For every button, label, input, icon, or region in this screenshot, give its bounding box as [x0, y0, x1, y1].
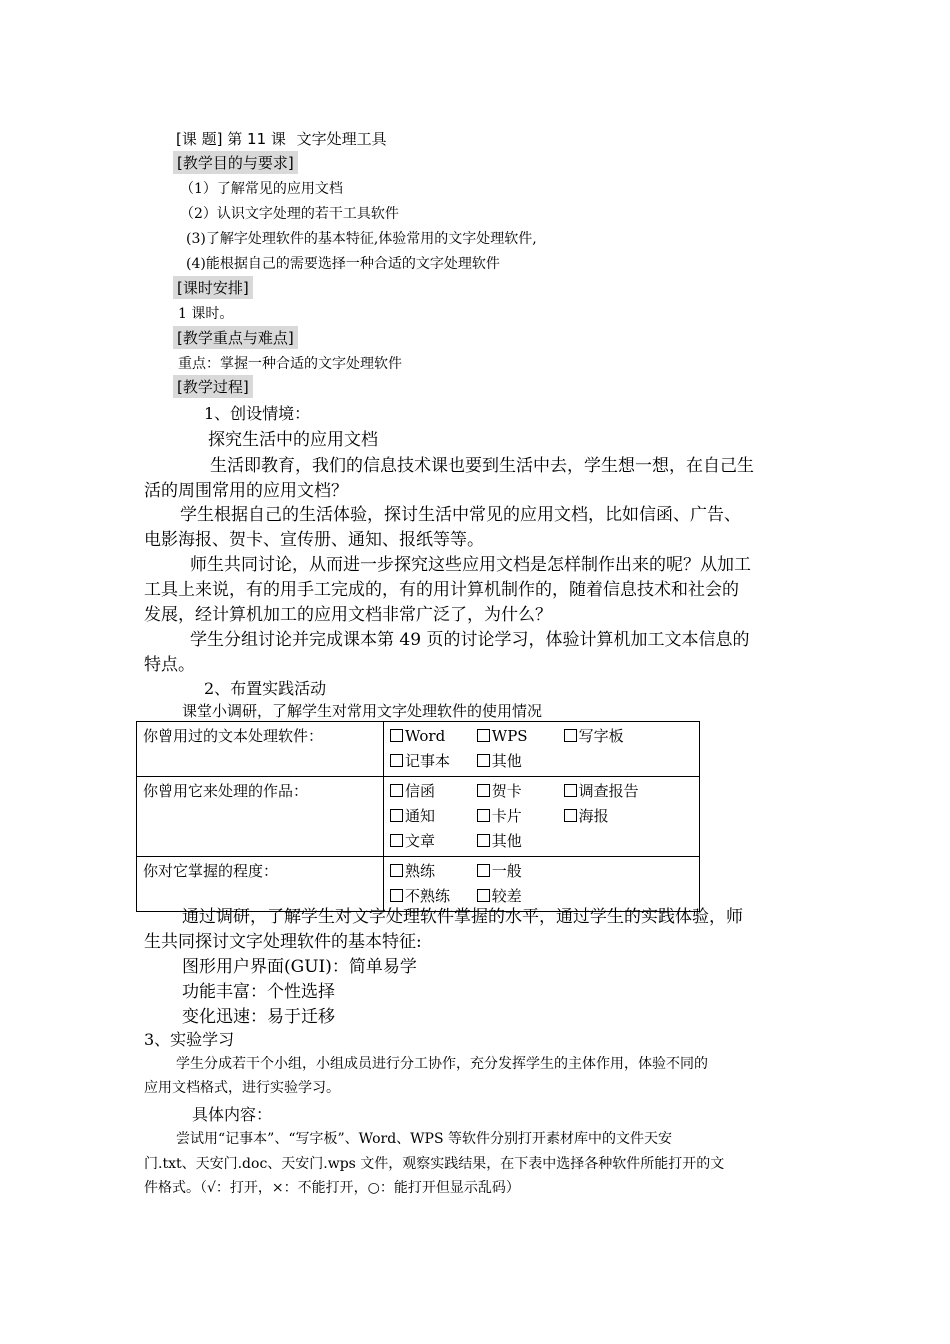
focus-text: 重点：掌握一种合适的文字处理软件 — [178, 356, 402, 372]
step2-after-a: 通过调研，了解学生对文字处理软件掌握的水平，通过学生的实践体验，师 — [182, 907, 743, 927]
section-focus-heading: [教学重点与难点] — [173, 326, 298, 349]
step1-paragraph-2b: 电影海报、贺卡、宣传册、通知、报纸等等。 — [144, 530, 484, 550]
option-average[interactable]: 一般 — [477, 859, 559, 884]
section-schedule-heading: [课时安排] — [173, 276, 253, 299]
step1-paragraph-4a: 学生分组讨论并完成课本第 49 页的讨论学习，体验计算机加工文本信息的 — [190, 630, 750, 650]
step1-paragraph-1a: 生活即教育，我们的信息技术课也要到生活中去，学生想一想，在自己生 — [210, 456, 754, 476]
section-process-heading: [教学过程] — [173, 375, 253, 398]
step3-sub: 具体内容： — [192, 1105, 273, 1124]
goal-3: (3)了解字处理软件的基本特征,体验常用的文字处理软件, — [186, 231, 537, 247]
feature-functions: 功能丰富：个性选择 — [182, 982, 335, 1002]
option-poor[interactable]: 较差 — [477, 884, 559, 909]
section-goals-heading: [教学目的与要求] — [173, 151, 298, 174]
step3-paragraph-2b: 门.txt、天安门.doc、天安门.wps 文件，观察实践结果，在下表中选择各种软件所能打开的文 — [144, 1156, 725, 1172]
page-title: 文字处理工具 — [296, 130, 387, 148]
checkbox-icon[interactable] — [390, 784, 403, 797]
option-card[interactable]: 卡片 — [477, 804, 559, 829]
option-notice[interactable]: 通知 — [390, 804, 472, 829]
step1-paragraph-3c: 发展，经计算机加工的应用文档非常广泛了，为什么？ — [144, 605, 552, 625]
checkbox-icon[interactable] — [390, 809, 403, 822]
checkbox-icon[interactable] — [564, 809, 577, 822]
checkbox-icon[interactable] — [477, 729, 490, 742]
lesson-number: 第 11 课 — [227, 130, 286, 148]
survey-options-works — [384, 777, 700, 857]
survey-table — [136, 721, 700, 912]
option-article[interactable]: 文章 — [390, 829, 472, 854]
checkbox-icon[interactable] — [390, 889, 403, 902]
step2-after-b: 生共同探讨文字处理软件的基本特征: — [144, 932, 422, 952]
checkbox-icon[interactable] — [390, 754, 403, 767]
survey-question-works: 你曾用它来处理的作品： — [137, 777, 384, 857]
checkbox-icon[interactable] — [477, 834, 490, 847]
step1-paragraph-2a: 学生根据自己的生活体验，探讨生活中常见的应用文档，比如信函、广告、 — [180, 505, 741, 525]
checkbox-icon[interactable] — [390, 834, 403, 847]
step3-paragraph-2a: 尝试用“记事本”、“写字板”、Word、WPS 等软件分别打开素材库中的文件天安 — [176, 1131, 673, 1147]
checkbox-icon[interactable] — [477, 754, 490, 767]
goal-4: (4)能根据自己的需要选择一种合适的文字处理软件 — [186, 256, 500, 272]
survey-options-software — [384, 722, 700, 777]
option-proficient[interactable]: 熟练 — [390, 859, 472, 884]
step3-paragraph-2c: 件格式。（√：打开，×：不能打开，○：能打开但显示乱码） — [144, 1180, 520, 1196]
step3-paragraph-1a: 学生分成若干个小组，小组成员进行分工协作，充分发挥学生的主体作用，体验不同的 — [176, 1056, 708, 1072]
option-wordpad[interactable]: 写字板 — [564, 724, 646, 749]
survey-question-software: 你曾用过的文本处理软件： — [137, 722, 384, 777]
option-wps[interactable]: WPS — [477, 724, 559, 749]
option-greeting-card[interactable]: 贺卡 — [477, 779, 559, 804]
option-notepad[interactable]: 记事本 — [390, 749, 472, 774]
step1-paragraph-4b: 特点。 — [144, 655, 195, 675]
feature-gui: 图形用户界面(GUI)：简单易学 — [182, 957, 417, 977]
checkbox-icon[interactable] — [564, 729, 577, 742]
step2-heading: 2、布置实践活动 — [204, 679, 327, 698]
option-report[interactable]: 调查报告 — [564, 779, 646, 804]
survey-intro: 课堂小调研，了解学生对常用文字处理软件的使用情况 — [182, 702, 543, 720]
checkbox-icon[interactable] — [477, 889, 490, 902]
checkbox-icon[interactable] — [477, 784, 490, 797]
lesson-title-line — [176, 128, 387, 149]
survey-row-works — [137, 777, 700, 857]
schedule-text: 1 课时。 — [178, 306, 234, 322]
checkbox-icon[interactable] — [390, 864, 403, 877]
checkbox-icon[interactable] — [390, 729, 403, 742]
option-not-proficient[interactable]: 不熟练 — [390, 884, 472, 909]
option-other-software[interactable]: 其他 — [477, 749, 559, 774]
option-letter[interactable]: 信函 — [390, 779, 472, 804]
step1-heading: 1、创设情境： — [204, 404, 311, 423]
survey-question-level: 你对它掌握的程度： — [137, 857, 384, 912]
goal-1: （1）了解常见的应用文档 — [180, 181, 343, 197]
step1-subheading: 探究生活中的应用文档 — [208, 430, 378, 450]
goal-2: （2）认识文字处理的若干工具软件 — [180, 206, 399, 222]
option-poster[interactable]: 海报 — [564, 804, 646, 829]
step3-heading: 3、实验学习 — [144, 1030, 235, 1049]
step1-paragraph-3a: 师生共同讨论，从而进一步探究这些应用文档是怎样制作出来的呢？从加工 — [190, 555, 751, 575]
feature-change: 变化迅速：易于迁移 — [182, 1007, 335, 1027]
title-label: [课 题] — [176, 130, 223, 148]
step3-paragraph-1b: 应用文档格式，进行实验学习。 — [144, 1080, 340, 1096]
step1-paragraph-3b: 工具上来说，有的用手工完成的，有的用计算机制作的，随着信息技术和社会的 — [144, 580, 739, 600]
checkbox-icon[interactable] — [477, 864, 490, 877]
checkbox-icon[interactable] — [477, 809, 490, 822]
survey-row-software — [137, 722, 700, 777]
option-word[interactable]: Word — [390, 724, 472, 749]
step1-paragraph-1b: 活的周围常用的应用文档？ — [144, 481, 348, 501]
option-other-works[interactable]: 其他 — [477, 829, 559, 854]
checkbox-icon[interactable] — [564, 784, 577, 797]
